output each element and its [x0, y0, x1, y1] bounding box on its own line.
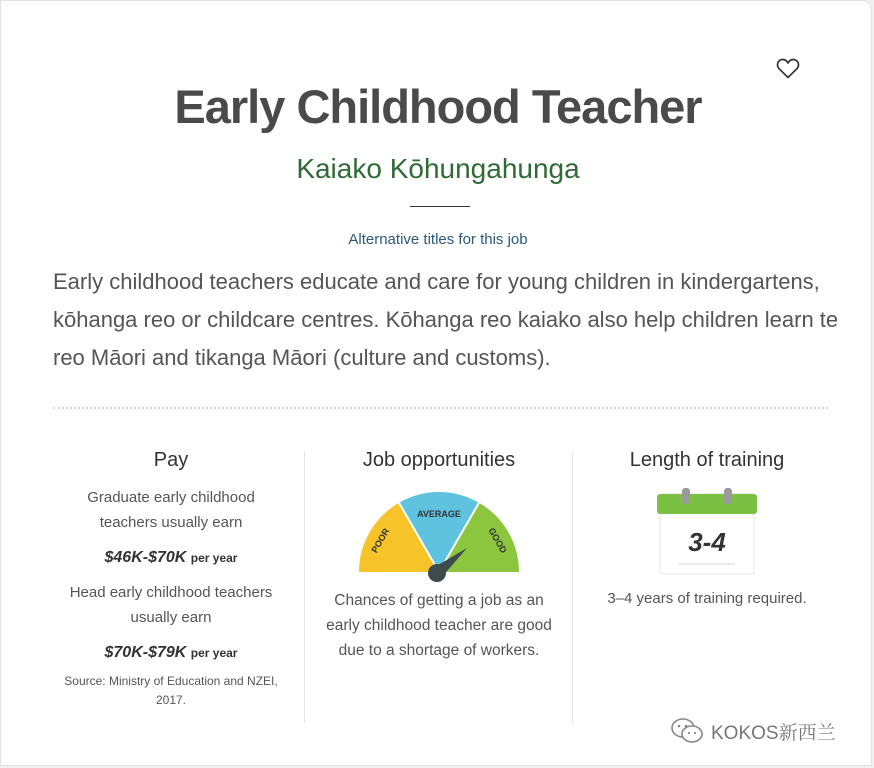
opportunities-heading: Job opportunities	[362, 449, 516, 471]
watermark	[669, 717, 836, 745]
alternative-titles-link[interactable]: Alternative titles for this job	[348, 231, 528, 248]
column-divider	[304, 451, 305, 723]
calendar-value: 3-4	[688, 527, 726, 557]
section-divider	[53, 407, 828, 409]
column-divider	[572, 451, 573, 723]
job-description: Early childhood teachers educate and care for young children in kindergartens, kōhanga reo or childcare centres. Kōhanga reo kaiako also help children learn te reo Māori and tikanga Māori (culture and customs).	[53, 269, 839, 370]
training-text: 3–4 years of training required.	[607, 590, 807, 607]
pay-unit: per year	[190, 646, 238, 660]
graduate-pay-amount: $46K-$70K	[104, 549, 187, 566]
head-pay-text: Head early childhood teachers usually earn	[69, 584, 273, 626]
title-divider	[410, 206, 470, 207]
gauge-label-good: GOOD	[486, 526, 509, 555]
head-pay-amount: $70K-$79K	[104, 644, 187, 661]
pay-heading: Pay	[153, 449, 189, 471]
graduate-pay-value	[41, 549, 301, 567]
page-title: Early Childhood Teacher	[174, 80, 702, 133]
opportunity-gauge	[349, 482, 529, 582]
gauge-needle-hub	[428, 564, 446, 582]
watermark-text: KOKOS新西兰	[711, 722, 836, 744]
gauge-label-poor: POOR	[369, 526, 392, 555]
gauge-label-average: AVERAGE	[417, 509, 461, 519]
opportunities-column	[311, 449, 567, 663]
training-heading: Length of training	[629, 449, 785, 471]
pay-source: Source: Ministry of Education and NZEI, 2017.	[64, 674, 278, 707]
graduate-pay-text: Graduate early childhood teachers usually earn	[87, 489, 255, 531]
maori-subtitle: Kaiako Kōhungahunga	[296, 153, 580, 184]
wechat-icon	[669, 717, 705, 745]
opportunities-text: Chances of getting a job as an early childhood teacher are good due to a shortage of workers.	[326, 592, 552, 659]
favourite-button[interactable]	[775, 55, 801, 81]
training-column	[578, 449, 836, 607]
pay-unit: per year	[190, 551, 238, 565]
heart-outline-icon	[776, 57, 800, 79]
calendar-icon	[655, 486, 759, 578]
pay-column	[41, 449, 301, 710]
head-pay-value	[41, 644, 301, 662]
